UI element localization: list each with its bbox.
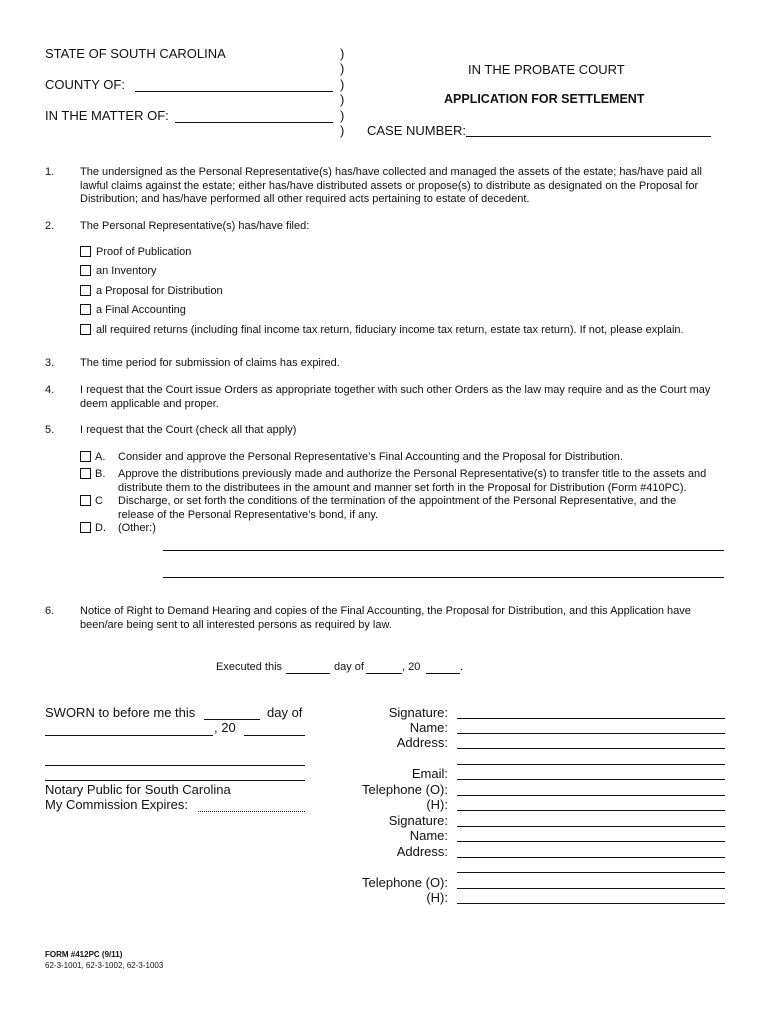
executed-label: Executed this bbox=[216, 661, 283, 673]
name-2-label: Name: bbox=[409, 828, 448, 843]
request-d-letter: D. bbox=[95, 522, 106, 534]
form-number: FORM #412PC (9/11) bbox=[45, 950, 123, 959]
executed-year-field[interactable] bbox=[426, 673, 460, 674]
paren-4: ) bbox=[340, 92, 345, 107]
state-heading: STATE OF SOUTH CAROLINA bbox=[45, 46, 226, 61]
sworn-day-of-label: day of bbox=[267, 705, 303, 720]
address-1-label: Address: bbox=[396, 735, 448, 750]
name-2-field[interactable] bbox=[457, 841, 725, 842]
filed-label-final-accounting: a Final Accounting bbox=[96, 304, 186, 316]
telephone-h-2-label: (H): bbox=[426, 890, 448, 905]
executed-period: . bbox=[460, 661, 464, 673]
checkbox-request-c[interactable] bbox=[80, 495, 91, 506]
item-5-number: 5. bbox=[45, 424, 55, 436]
sworn-label: SWORN to before me this bbox=[45, 705, 196, 720]
item-4-text: I request that the Court issue Orders as appropriate together with such other Orders as the law may require and as the Court may deem applicable and proper. bbox=[80, 384, 711, 410]
request-d-text: (Other:) bbox=[118, 522, 156, 534]
checkbox-proposal-for-distribution[interactable] bbox=[80, 285, 91, 296]
item-2-number: 2. bbox=[45, 220, 55, 232]
item-4-number: 4. bbox=[45, 384, 55, 396]
telephone-o-2-label: Telephone (O): bbox=[362, 875, 448, 890]
item-5-text: I request that the Court (check all that apply) bbox=[80, 424, 297, 436]
signature-1-field[interactable] bbox=[457, 718, 725, 719]
commission-expires-field[interactable] bbox=[198, 811, 305, 812]
request-b-text: Approve the distributions previously made and authorize the Personal Representative(s) to transfer title to the assets and distribute them to the distributees in the amount and manner set forth in the Proposal for Distribution (Form #410PC). bbox=[118, 468, 707, 494]
checkbox-inventory[interactable] bbox=[80, 265, 91, 276]
request-b-letter: B. bbox=[95, 468, 106, 480]
case-number-field[interactable] bbox=[466, 136, 711, 137]
executed-month-field[interactable] bbox=[366, 673, 402, 674]
case-number-label: CASE NUMBER: bbox=[367, 123, 466, 138]
paren-5: ) bbox=[340, 108, 345, 123]
sworn-year-prefix: , 20 bbox=[214, 720, 236, 735]
paren-6: ) bbox=[340, 123, 345, 138]
telephone-o-1-label: Telephone (O): bbox=[362, 782, 448, 797]
notary-blank-line[interactable] bbox=[45, 765, 305, 766]
address-2-line-2[interactable] bbox=[457, 872, 725, 873]
item-6-number: 6. bbox=[45, 605, 55, 617]
checkbox-required-returns[interactable] bbox=[80, 324, 91, 335]
checkbox-request-b[interactable] bbox=[80, 468, 91, 479]
item-2-text: The Personal Representative(s) has/have filed: bbox=[80, 220, 310, 232]
checkbox-request-a[interactable] bbox=[80, 451, 91, 462]
item-3-number: 3. bbox=[45, 357, 55, 369]
notary-signature-line[interactable] bbox=[45, 780, 305, 781]
county-label: COUNTY OF: bbox=[45, 77, 125, 92]
filed-label-inventory: an Inventory bbox=[96, 265, 157, 277]
telephone-o-2-field[interactable] bbox=[457, 888, 725, 889]
telephone-o-1-field[interactable] bbox=[457, 795, 725, 796]
item-6-text: Notice of Right to Demand Hearing and copies of the Final Accounting, the Proposal for Distribution, and this Application have been/are being sent to all interested persons as required by law. bbox=[80, 605, 691, 631]
paren-1: ) bbox=[340, 46, 345, 61]
sworn-year-field[interactable] bbox=[244, 735, 305, 736]
telephone-h-1-label: (H): bbox=[426, 797, 448, 812]
paren-2: ) bbox=[340, 61, 345, 76]
request-c-text: Discharge, or set forth the conditions of the termination of the appointment of the Personal Representative, and the release of the Personal Representative’s bond, if any. bbox=[118, 495, 677, 521]
checkbox-final-accounting[interactable] bbox=[80, 304, 91, 315]
address-2-field[interactable] bbox=[457, 857, 725, 858]
filed-label-proposal: a Proposal for Distribution bbox=[96, 285, 223, 297]
telephone-h-1-field[interactable] bbox=[457, 810, 725, 811]
request-a-text: Consider and approve the Personal Representative’s Final Accounting and the Proposal for Distribution. bbox=[118, 451, 623, 463]
telephone-h-2-field[interactable] bbox=[457, 903, 725, 904]
county-field[interactable] bbox=[135, 91, 333, 92]
address-1-field[interactable] bbox=[457, 748, 725, 749]
request-a-letter: A. bbox=[95, 451, 106, 463]
request-c-letter: C bbox=[95, 495, 103, 507]
commission-expires-label: My Commission Expires: bbox=[45, 797, 189, 812]
executed-day-field[interactable] bbox=[286, 673, 330, 674]
checkbox-request-d[interactable] bbox=[80, 522, 91, 533]
checkbox-proof-of-publication[interactable] bbox=[80, 246, 91, 257]
court-heading: IN THE PROBATE COURT bbox=[468, 62, 625, 77]
other-explanation-line-1[interactable] bbox=[163, 550, 724, 551]
address-1-line-2[interactable] bbox=[457, 764, 725, 765]
form-title: APPLICATION FOR SETTLEMENT bbox=[444, 92, 645, 106]
notary-public-label: Notary Public for South Carolina bbox=[45, 782, 231, 797]
name-1-label: Name: bbox=[409, 720, 448, 735]
statute-codes: 62-3-1001, 62-3-1002, 62-3-1003 bbox=[45, 961, 164, 970]
matter-field[interactable] bbox=[175, 122, 333, 123]
signature-2-field[interactable] bbox=[457, 826, 725, 827]
executed-year-prefix: , 20 bbox=[402, 661, 421, 673]
item-1-number: 1. bbox=[45, 166, 55, 178]
filed-label-proof-of-publication: Proof of Publication bbox=[96, 246, 192, 258]
filed-label-required-returns: all required returns (including final income tax return, fiduciary income tax return, estate tax return). If not, please explain. bbox=[96, 324, 684, 336]
executed-day-of-label: day of bbox=[334, 661, 364, 673]
name-1-field[interactable] bbox=[457, 733, 725, 734]
email-field[interactable] bbox=[457, 779, 725, 780]
signature-1-label: Signature: bbox=[388, 705, 448, 720]
item-1-text: The undersigned as the Personal Representative(s) has/have collected and managed the assets of the estate; has/have paid all lawful claims against the estate; either has/have distributed assets or propose(s) to distribute as designated on the Proposal for Distribution; and has/have performed all other required acts pertaining to estate of decedent. bbox=[80, 166, 702, 205]
other-explanation-line-2[interactable] bbox=[163, 577, 724, 578]
sworn-month-field[interactable] bbox=[45, 735, 213, 736]
signature-2-label: Signature: bbox=[388, 813, 448, 828]
email-label: Email: bbox=[411, 766, 448, 781]
address-2-label: Address: bbox=[396, 844, 448, 859]
paren-3: ) bbox=[340, 77, 345, 92]
item-3-text: The time period for submission of claims has expired. bbox=[80, 357, 340, 369]
matter-label: IN THE MATTER OF: bbox=[45, 108, 169, 123]
